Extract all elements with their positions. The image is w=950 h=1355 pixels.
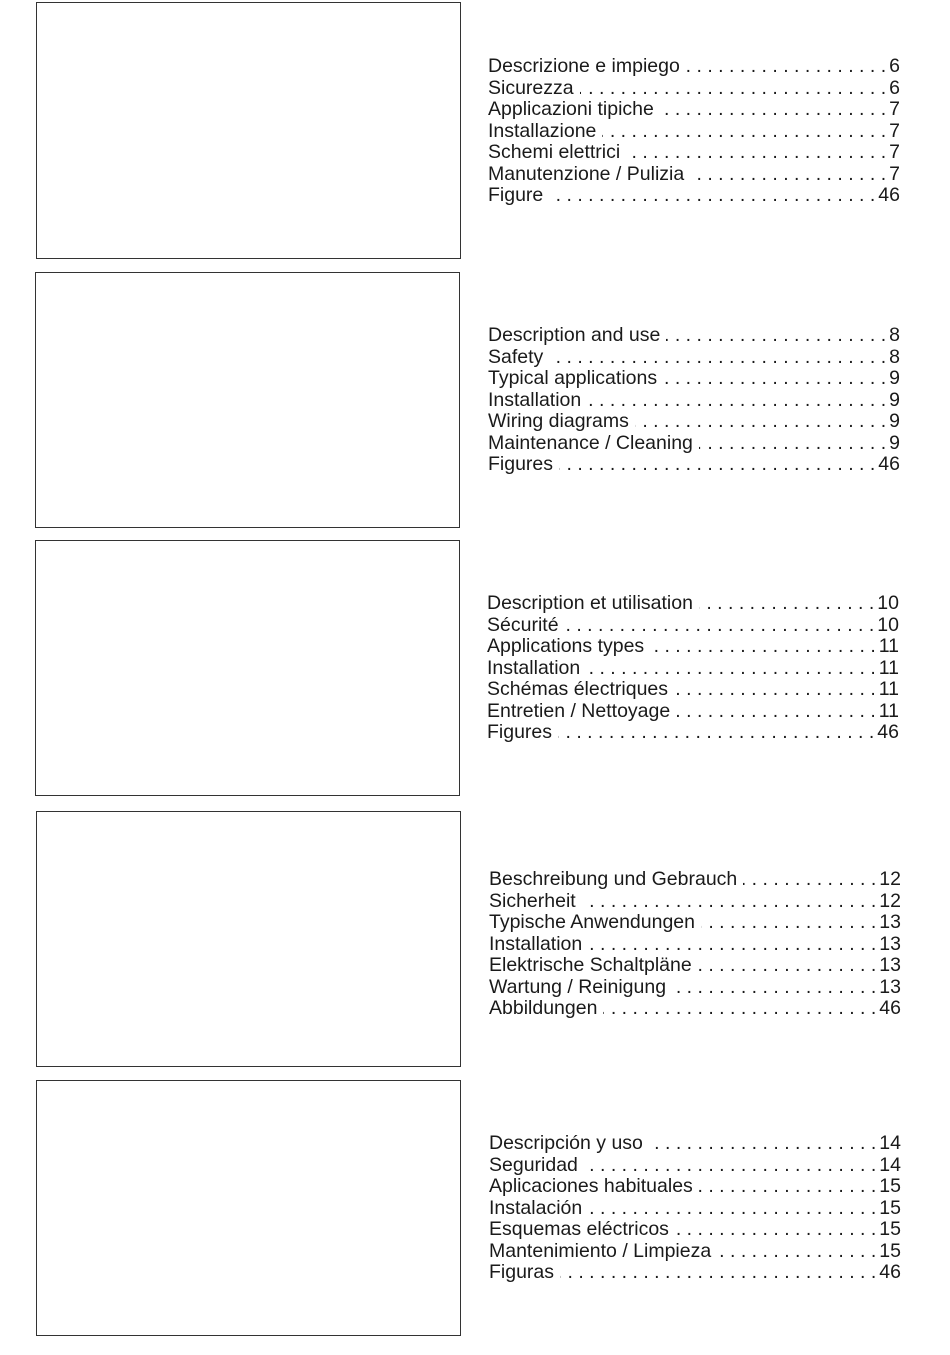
toc-section-french [0, 538, 950, 798]
toc-entry[interactable] [488, 121, 900, 143]
dot-leader [672, 977, 876, 999]
toc-entry-page: 46 [878, 184, 900, 206]
toc-section-english [0, 270, 950, 530]
toc-entry[interactable] [488, 390, 900, 412]
dot-leader [635, 411, 886, 433]
dot-leader [675, 1219, 876, 1241]
toc-entry-page: 11 [878, 656, 899, 679]
toc-list [487, 593, 899, 744]
dot-leader [666, 325, 886, 347]
dot-leader [699, 593, 874, 615]
dot-leader [560, 1262, 876, 1284]
dot-leader [558, 722, 874, 744]
dot-leader [549, 185, 875, 207]
dot-leader [565, 615, 875, 637]
toc-entry[interactable] [487, 636, 899, 658]
toc-entry-page: 6 [889, 76, 900, 99]
toc-entry[interactable] [489, 1155, 901, 1177]
toc-entry[interactable] [487, 593, 899, 615]
dot-leader [588, 934, 876, 956]
toc-entry-label: Wiring diagrams [488, 410, 629, 432]
dot-leader [587, 390, 886, 412]
toc-entry-label: Installazione [488, 119, 597, 142]
toc-entry[interactable] [488, 185, 900, 207]
dot-leader [549, 347, 886, 369]
toc-entry-label: Typische Anwendungen [489, 911, 695, 933]
dot-leader [674, 679, 876, 701]
toc-entry-page: 15 [879, 1175, 901, 1197]
toc-entry[interactable] [489, 998, 901, 1020]
toc-entry-label: Sécurité [487, 613, 559, 636]
toc-entry-label: Mantenimiento / Limpieza [489, 1239, 712, 1262]
toc-entry[interactable] [488, 454, 900, 476]
toc-entry-page: 15 [879, 1218, 901, 1240]
toc-entry-page: 15 [879, 1196, 901, 1219]
toc-section-italian [0, 0, 950, 260]
toc-entry-label: Seguridad [489, 1153, 578, 1176]
toc-entry-page: 10 [877, 613, 899, 636]
toc-entry-page: 6 [889, 55, 900, 77]
toc-entry-page: 13 [879, 911, 901, 933]
toc-entry-page: 12 [879, 868, 901, 890]
toc-list [488, 56, 900, 207]
toc-entry[interactable] [487, 615, 899, 637]
toc-entry-page: 14 [879, 1132, 901, 1154]
toc-entry-page: 13 [879, 954, 901, 976]
toc-entry-label: Esquemas eléctricos [489, 1218, 669, 1240]
toc-entry-page: 7 [889, 141, 900, 163]
toc-entry-label: Applications types [487, 635, 645, 657]
dot-leader [559, 454, 875, 476]
toc-entry-label: Installation [488, 388, 582, 411]
dot-leader [584, 1155, 876, 1177]
toc-entry-page: 8 [889, 324, 900, 346]
toc-entry[interactable] [488, 142, 900, 164]
dot-leader [676, 701, 876, 723]
toc-entry[interactable] [489, 934, 901, 956]
toc-entry[interactable] [488, 56, 900, 78]
toc-list [488, 325, 900, 476]
toc-entry-page: 46 [879, 997, 901, 1019]
toc-entry-label: Instalación [489, 1196, 583, 1219]
toc-entry-label: Applicazioni tipiche [488, 98, 654, 120]
toc-entry[interactable] [489, 1176, 901, 1198]
toc-entry-page: 7 [889, 162, 900, 185]
toc-section-german [0, 809, 950, 1069]
toc-entry-label: Figuras [489, 1261, 555, 1283]
dot-leader [663, 368, 886, 390]
toc-entry-label: Description et utilisation [487, 592, 693, 614]
toc-entry-page: 9 [889, 367, 900, 389]
toc-entry-page: 11 [878, 678, 899, 700]
dot-leader [660, 99, 886, 121]
image-frame [36, 2, 461, 259]
toc-entry[interactable] [488, 164, 900, 186]
toc-entry-label: Sicurezza [488, 76, 574, 99]
toc-list [489, 869, 901, 1020]
dot-leader [582, 891, 877, 913]
toc-entry-label: Figures [487, 721, 553, 743]
toc-list [489, 1133, 901, 1284]
toc-entry-page: 14 [879, 1153, 901, 1176]
toc-entry[interactable] [487, 701, 899, 723]
toc-entry-page: 9 [889, 388, 900, 411]
toc-entry[interactable] [489, 955, 901, 977]
toc-entry-label: Entretien / Nettoyage [487, 699, 671, 722]
toc-entry[interactable] [489, 977, 901, 999]
dot-leader [626, 142, 886, 164]
toc-entry-page: 11 [878, 635, 899, 657]
toc-entry-page: 9 [889, 410, 900, 432]
dot-leader [588, 1198, 876, 1220]
toc-section-spanish [0, 1078, 950, 1338]
dot-leader [698, 955, 877, 977]
dot-leader [580, 78, 887, 100]
toc-entry-label: Figure [488, 184, 544, 206]
dot-leader [603, 998, 876, 1020]
toc-entry[interactable] [489, 912, 901, 934]
image-frame [35, 540, 460, 796]
toc-entry-label: Typical applications [488, 367, 658, 389]
toc-entry[interactable] [489, 891, 901, 913]
toc-entry[interactable] [488, 433, 900, 455]
toc-entry-label: Schemi elettrici [488, 141, 621, 163]
dot-leader [586, 658, 876, 680]
dot-leader [701, 912, 876, 934]
toc-entry-page: 10 [877, 592, 899, 614]
toc-entry-label: Aplicaciones habituales [489, 1175, 693, 1197]
toc-entry-page: 7 [889, 119, 900, 142]
toc-entry-page: 11 [878, 699, 899, 722]
toc-entry[interactable] [487, 679, 899, 701]
toc-entry[interactable] [488, 78, 900, 100]
dot-leader [649, 1133, 876, 1155]
toc-entry[interactable] [489, 869, 901, 891]
toc-entry[interactable] [488, 325, 900, 347]
toc-entry-label: Wartung / Reinigung [489, 975, 667, 998]
toc-entry-page: 8 [889, 345, 900, 368]
toc-entry[interactable] [489, 1262, 901, 1284]
toc-entry-page: 12 [879, 889, 901, 912]
toc-entry[interactable] [488, 411, 900, 433]
dot-leader [650, 636, 876, 658]
toc-entry-page: 13 [879, 975, 901, 998]
toc-entry-page: 13 [879, 932, 901, 955]
toc-entry[interactable] [487, 658, 899, 680]
toc-entry[interactable] [489, 1133, 901, 1155]
toc-entry-label: Elektrische Schaltpläne [489, 954, 692, 976]
dot-leader [602, 121, 886, 143]
toc-entry-label: Sicherheit [489, 889, 576, 912]
toc-entry[interactable] [488, 99, 900, 121]
toc-entry[interactable] [489, 1241, 901, 1263]
image-frame [36, 1080, 461, 1336]
dot-leader [699, 433, 886, 455]
toc-entry-label: Figures [488, 453, 554, 475]
toc-entry-label: Installation [489, 932, 583, 955]
toc-entry-label: Abbildungen [489, 997, 598, 1019]
toc-entry[interactable] [489, 1219, 901, 1241]
toc-entry-label: Maintenance / Cleaning [488, 431, 693, 454]
toc-entry-page: 46 [878, 453, 900, 475]
toc-entry-label: Installation [487, 656, 581, 679]
toc-entry-page: 7 [889, 98, 900, 120]
toc-entry-label: Safety [488, 345, 544, 368]
image-frame [36, 811, 461, 1067]
toc-entry-page: 46 [879, 1261, 901, 1283]
toc-entry-label: Descrizione e impiego [488, 55, 680, 77]
toc-entry[interactable] [489, 1198, 901, 1220]
toc-entry-label: Manutenzione / Pulizia [488, 162, 685, 185]
toc-entry[interactable] [487, 722, 899, 744]
toc-entry-label: Schémas électriques [487, 678, 669, 700]
dot-leader [743, 869, 876, 891]
dot-leader [686, 56, 886, 78]
toc-entry[interactable] [488, 368, 900, 390]
dot-leader [717, 1241, 876, 1263]
image-frame [35, 272, 460, 528]
toc-entry-label: Descripción y uso [489, 1132, 643, 1154]
toc-entry-page: 15 [879, 1239, 901, 1262]
toc-entry[interactable] [488, 347, 900, 369]
toc-entry-label: Beschreibung und Gebrauch [489, 868, 738, 890]
dot-leader [699, 1176, 876, 1198]
dot-leader [690, 164, 886, 186]
toc-entry-page: 46 [877, 721, 899, 743]
toc-entry-page: 9 [889, 431, 900, 454]
toc-entry-label: Description and use [488, 324, 661, 346]
